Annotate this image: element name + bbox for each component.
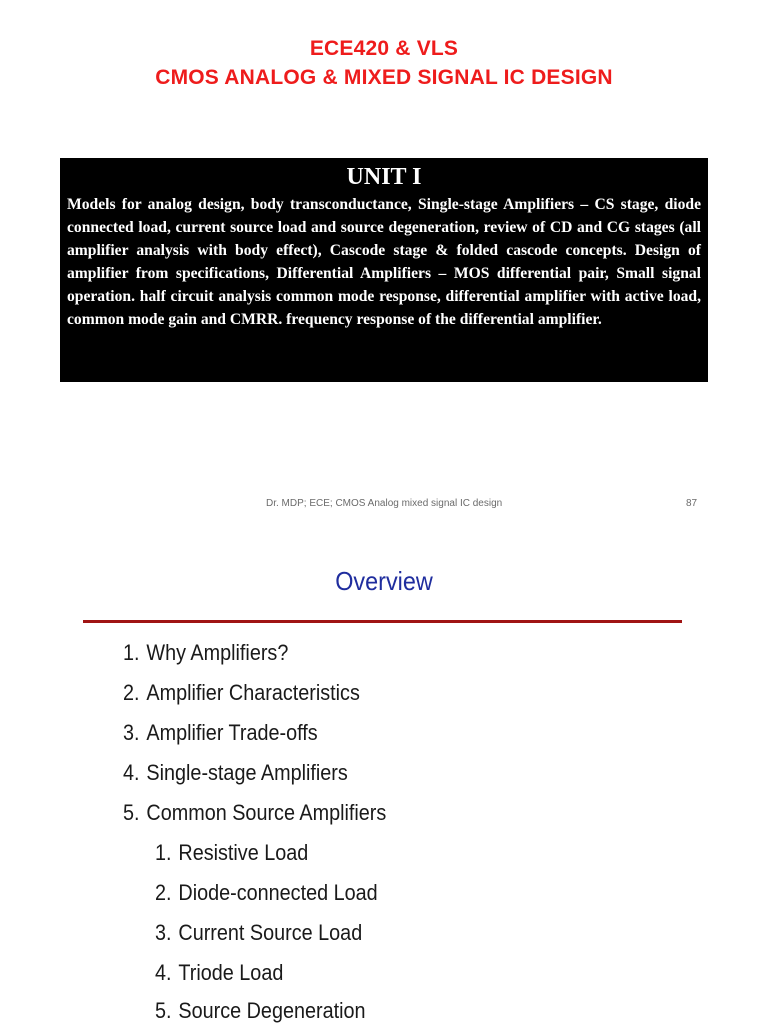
sub-list-item	[155, 960, 283, 986]
sub-list-item	[155, 840, 308, 866]
list-item-number: 4.	[123, 760, 140, 785]
unit-syllabus-text: Models for analog design, body transconductance, Single-stage Amplifiers – CS stage, diode connected load, current source load and source degeneration, review of CD and CG stages (all amplifier analysis with body effect), Cascode stage & folded cascode concepts. Design of amplifier from specifications, Differential Amplifiers – MOS differential pair, Small signal operation. half circuit analysis common mode response, differential amplifier with active load, common mode gain and CMRR. frequency response of the differential amplifier.	[67, 196, 701, 328]
sub-list-item-number: 5.	[155, 998, 172, 1023]
list-item-label: Amplifier Characteristics	[146, 680, 360, 705]
sub-list-item-number: 2.	[155, 880, 172, 905]
list-item-number: 1.	[123, 640, 140, 665]
unit-heading: UNIT I	[346, 164, 422, 190]
sub-list-item-label: Source Degeneration	[178, 998, 366, 1023]
list-item	[123, 680, 360, 706]
sub-list-item-label: Current Source Load	[178, 920, 363, 945]
course-name-title: CMOS ANALOG & MIXED SIGNAL IC DESIGN	[155, 66, 613, 89]
list-item	[123, 760, 348, 786]
sub-list-item	[155, 998, 366, 1024]
footer-text: Dr. MDP; ECE; CMOS Analog mixed signal IC design	[266, 498, 503, 509]
list-item-number: 3.	[123, 720, 140, 745]
sub-list-item-number: 4.	[155, 960, 172, 985]
list-item-label: Why Amplifiers?	[146, 640, 289, 665]
list-item-number: 5.	[123, 800, 140, 825]
sub-list-item-label: Resistive Load	[178, 840, 309, 865]
list-item-label: Amplifier Trade-offs	[146, 720, 318, 745]
sub-list-item-label: Diode-connected Load	[178, 880, 378, 905]
list-item-label: Single-stage Amplifiers	[146, 760, 348, 785]
page-number: 87	[686, 498, 698, 509]
course-code-title: ECE420 & VLS	[309, 37, 459, 60]
list-item-number: 2.	[123, 680, 140, 705]
sub-list-item-label: Triode Load	[178, 960, 284, 985]
overview-title: Overview	[335, 566, 433, 596]
sub-list-item	[155, 880, 378, 906]
list-item-label: Common Source Amplifiers	[146, 800, 387, 825]
list-item	[123, 720, 318, 746]
sub-list-item-number: 1.	[155, 840, 172, 865]
list-item	[123, 640, 288, 666]
sub-list-item-number: 3.	[155, 920, 172, 945]
sub-list-item	[155, 920, 362, 946]
list-item	[123, 800, 386, 826]
